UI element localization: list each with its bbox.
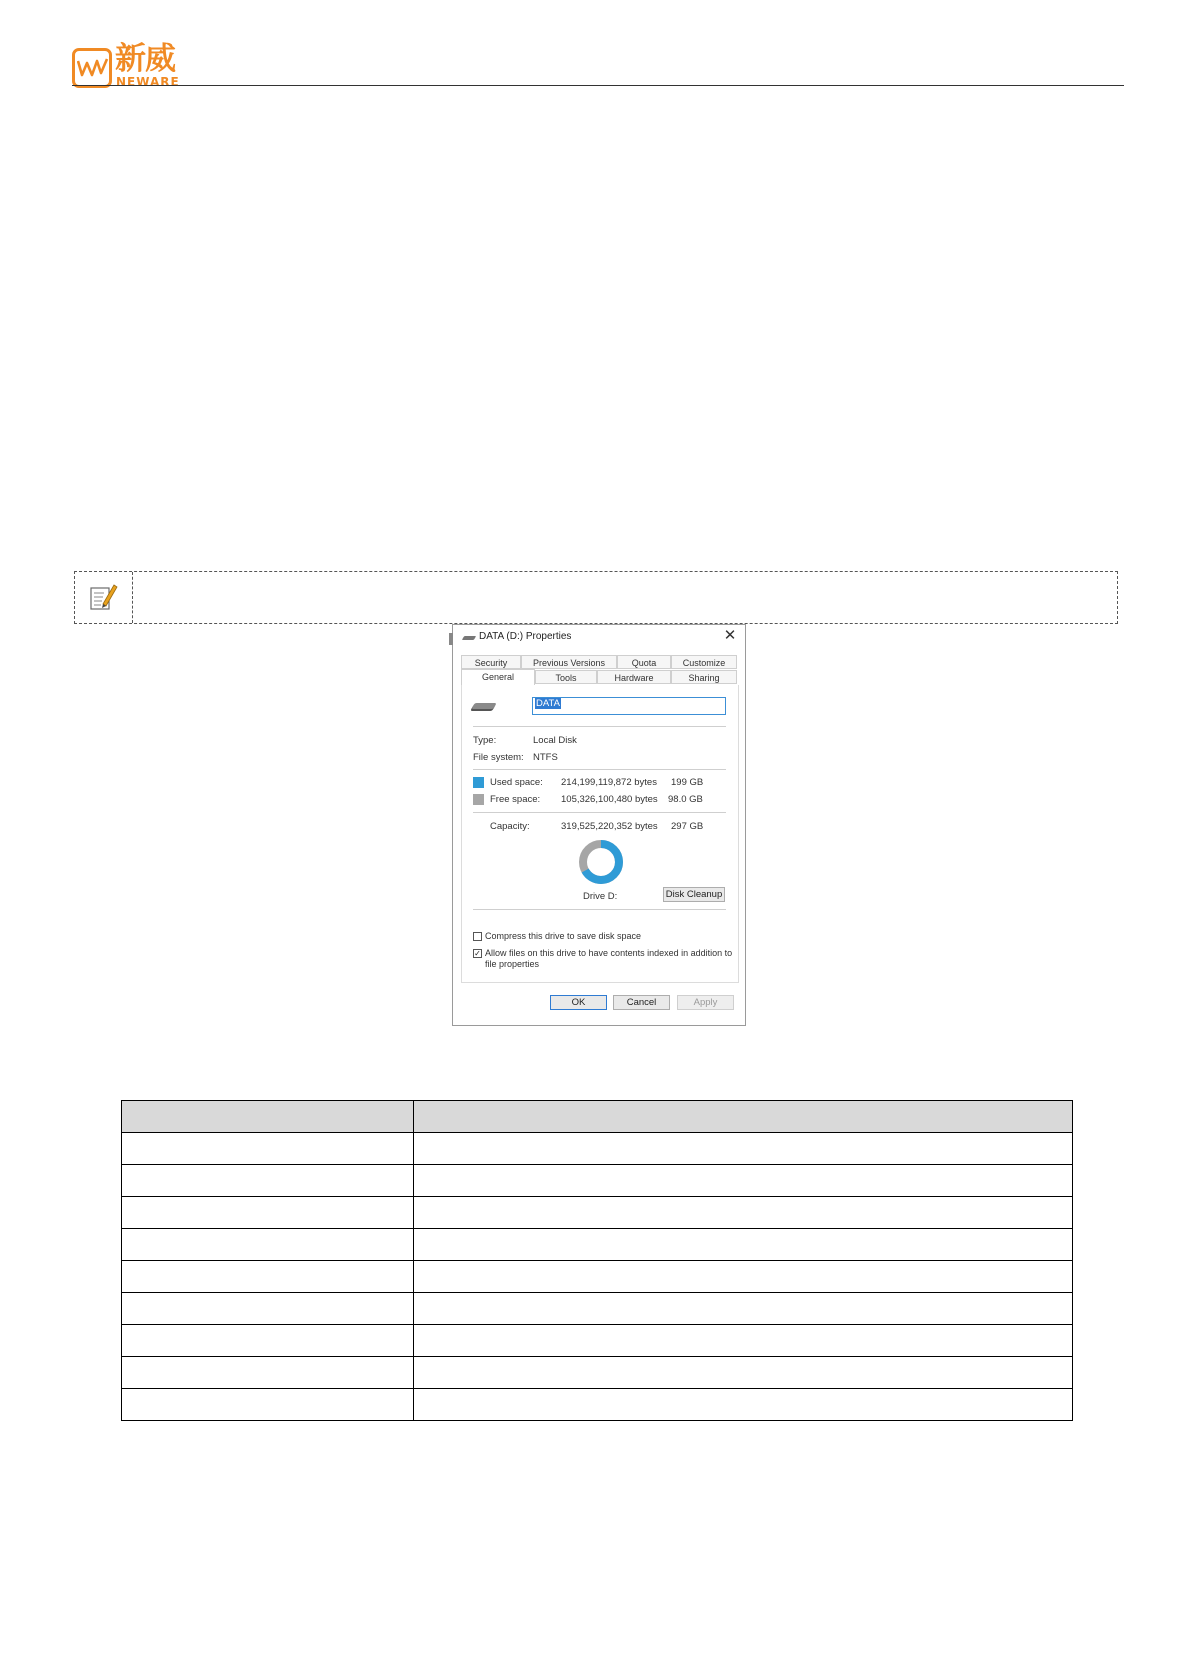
divider — [473, 909, 726, 910]
logo-mark — [72, 48, 112, 88]
free-space-swatch — [473, 794, 484, 805]
tab-sharing[interactable]: Sharing — [671, 670, 737, 684]
tab-general[interactable]: General — [461, 669, 535, 685]
table-row — [122, 1357, 1073, 1389]
note-box — [74, 571, 1118, 624]
table-row — [122, 1133, 1073, 1165]
used-space-bytes: 214,199,119,872 bytes — [561, 777, 657, 788]
tab-quota[interactable]: Quota — [617, 655, 671, 669]
dialog-title: DATA (D:) Properties — [479, 631, 572, 642]
used-space-label: Used space: — [490, 777, 543, 788]
used-space-gb: 199 GB — [671, 777, 704, 788]
table-cell — [414, 1197, 1073, 1229]
type-label: Type: — [473, 735, 497, 746]
free-space-bytes: 105,326,100,480 bytes — [561, 794, 658, 805]
tab-customize[interactable]: Customize — [671, 655, 737, 669]
table-cell — [414, 1133, 1073, 1165]
drive-properties-dialog — [452, 624, 746, 1026]
table-row — [122, 1261, 1073, 1293]
file-system-value: NTFS — [533, 752, 558, 763]
table-cell — [122, 1325, 414, 1357]
table-cell — [122, 1197, 414, 1229]
disk-cleanup-button[interactable]: Disk Cleanup — [663, 887, 725, 902]
tab-previous-versions[interactable]: Previous Versions — [521, 655, 617, 669]
drive-icon — [462, 636, 476, 640]
table-cell — [122, 1293, 414, 1325]
divider — [473, 812, 726, 813]
table-cell — [414, 1357, 1073, 1389]
usage-donut-chart — [578, 839, 624, 885]
ok-button[interactable]: OK — [550, 995, 607, 1010]
cancel-button[interactable]: Cancel — [613, 995, 670, 1010]
data-table — [121, 1100, 1073, 1421]
index-checkbox[interactable]: ✓ — [474, 949, 481, 958]
table-header-cell — [414, 1101, 1073, 1133]
drive-name-field[interactable] — [532, 697, 726, 715]
table-row — [122, 1165, 1073, 1197]
table-row — [122, 1197, 1073, 1229]
dialog-title-bar — [453, 625, 745, 649]
table-cell — [122, 1357, 414, 1389]
table-cell — [414, 1229, 1073, 1261]
free-space-label: Free space: — [490, 794, 541, 805]
close-icon[interactable]: ✕ — [723, 627, 737, 644]
tab-security[interactable]: Security — [461, 655, 521, 669]
table-cell — [122, 1133, 414, 1165]
drive-name-value: DATA — [536, 698, 560, 709]
table-cell — [122, 1389, 414, 1421]
table-row — [122, 1389, 1073, 1421]
table-cell — [414, 1165, 1073, 1197]
table-header-cell — [122, 1101, 414, 1133]
capacity-label: Capacity: — [490, 821, 530, 832]
capacity-bytes: 319,525,220,352 bytes — [561, 821, 658, 832]
file-system-label: File system: — [473, 752, 524, 763]
table-row — [122, 1229, 1073, 1261]
drive-label: Drive D: — [583, 891, 618, 902]
divider — [473, 769, 726, 770]
table-header-row — [122, 1101, 1073, 1133]
apply-button[interactable]: Apply — [677, 995, 734, 1010]
table-row — [122, 1293, 1073, 1325]
table-cell — [414, 1261, 1073, 1293]
logo-english-text: NEWARE — [116, 75, 180, 89]
index-label-line2: file properties — [485, 959, 540, 969]
table-cell — [414, 1293, 1073, 1325]
table-row — [122, 1325, 1073, 1357]
hard-drive-icon — [471, 703, 496, 709]
compress-label: Compress this drive to save disk space — [485, 931, 642, 941]
note-icon-cell — [75, 572, 133, 623]
compress-checkbox[interactable] — [473, 932, 482, 941]
header-divider — [72, 85, 1124, 86]
tab-tools[interactable]: Tools — [535, 670, 597, 684]
free-space-gb: 98.0 GB — [668, 794, 703, 805]
table-cell — [122, 1229, 414, 1261]
logo-chinese-text: 新威 — [115, 41, 175, 77]
logo-wave-icon — [77, 57, 109, 79]
capacity-gb: 297 GB — [671, 821, 704, 832]
table-cell — [414, 1389, 1073, 1421]
table-cell — [122, 1165, 414, 1197]
type-value: Local Disk — [533, 735, 577, 746]
tab-strip — [461, 655, 737, 685]
index-label-line1: Allow files on this drive to have contents indexed in addition to — [485, 948, 733, 958]
divider — [473, 726, 726, 727]
table-cell — [122, 1261, 414, 1293]
tab-hardware[interactable]: Hardware — [597, 670, 671, 684]
table-cell — [414, 1325, 1073, 1357]
note-pencil-icon — [89, 583, 119, 611]
used-space-swatch — [473, 777, 484, 788]
